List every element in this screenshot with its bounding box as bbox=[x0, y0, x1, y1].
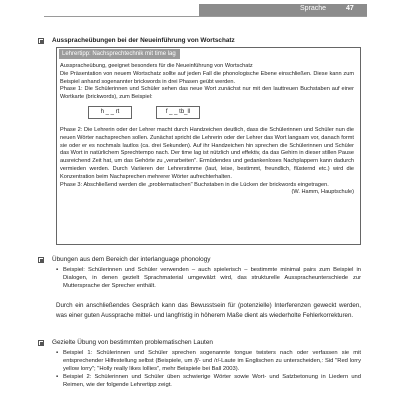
header-rule bbox=[44, 16, 367, 17]
list-item bbox=[56, 349, 361, 373]
tip-intro-text: Die Präsentation von neuem Wortschatz sollte auf jeden Fall die phonologische Ebene einschließen. Diese kann zum Beispiel anhand sogenannter brickwords in drei Phasen geübt werden. bbox=[60, 70, 354, 85]
section-3-bullet-1-text: Beispiel 1: Schülerinnen und Schüler sprechen sogenannte tongue twisters nach oder verfassen sie mit entsprechender Hilfestellung selbst (Beispiele, um /ʃ/- und /r/-Laute im Englischen zu unterscheiden,: Sid "Red lorry yellow lorry"; "Holly really likes lollies", mehr Beispiele bei Ball 2003). bbox=[63, 350, 361, 372]
bullet-icon: ▪ bbox=[56, 267, 59, 273]
list-item bbox=[56, 266, 361, 290]
section-2-bullets bbox=[56, 266, 361, 290]
teacher-tip-title: Lehrertipp: Nachsprechtechnik mit time lag bbox=[59, 49, 180, 59]
body-paragraph: Durch ein anschließendes Gespräch kann das Bewusstsein für (potenzielle) Interferenzen geweckt werden, was einer guten Aussprache mittel- und langfristig in höherem Maße dient als wiederholte Fehlerkorrekturen. bbox=[56, 302, 361, 319]
list-item bbox=[56, 373, 361, 389]
page-number: 47 bbox=[346, 5, 354, 12]
section-heading-2-text: Übungen aus dem Bereich der interlanguage phonology bbox=[52, 256, 211, 263]
section-heading-3-text: Gezielte Übung von bestimmten problematischen Lauten bbox=[52, 339, 213, 346]
page-header-bar bbox=[199, 4, 367, 16]
section-heading-1 bbox=[38, 37, 235, 44]
section-3-bullet-2-text: Beispiel 2: Schülerinnen und Schüler üben schwierige Wörter sowie Wort- und Satzbetonung in Liedern und Reimen, wie der folgende Lehrertipp zeigt. bbox=[63, 374, 361, 388]
section-3-bullets bbox=[56, 349, 361, 389]
bullet-icon: ▪ bbox=[56, 374, 59, 380]
brickword-card: f _ _ tb_ll bbox=[156, 106, 200, 119]
tip-phase-2: Phase 2: Die Lehrerin oder der Lehrer macht durch Handzeichen deutlich, dass die Schülerinnen und Schüler nun die neuen Wörter nachsprechen sollen. Zunächst spricht die Lehrerin oder der Lehrer das Wort langsam vor, danach formt sie oder er es nochmals lautlos (ca. drei Sekunden). Auf ihr Handzeichen hin sprechen die Schülerinnen und Schüler das Wort in natürlichem Sprechtempo nach. Der time lag ist nützlich und effektiv, da das Gehirn in dieser stillen Pause ausreichend Zeit hat, um das Gehörte zu „verarbeiten". Ermüdendes und gedankenloses Nachplappern kann dadurch vermieden werden. Durch Variieren der Lehrerstimme (laut, leise, bestimmt, freundlich, flüsternd etc.) wird die Konzentration beim Nachsprechen mehrerer Wörter aufrechterhalten. bbox=[60, 126, 354, 180]
section-heading-3 bbox=[38, 339, 213, 346]
bullet-icon: ▪ bbox=[56, 350, 59, 356]
section-square-icon bbox=[38, 37, 46, 44]
teacher-tip-body bbox=[60, 63, 354, 197]
tip-signature: (W. Hamm, Hauptschule) bbox=[291, 189, 354, 196]
tip-intro-heading: Ausspracheübung, geeignet besonders für die Neueinführung von Wortschatz bbox=[60, 63, 253, 69]
header-title: Sprache bbox=[300, 5, 327, 12]
tip-phase-1: Phase 1: Die Schülerinnen und Schüler sehen das neue Wort zunächst nur mit den lauttreuen Buchstaben auf einer Wortkarte (brickwords), zum Beispiel: bbox=[60, 86, 354, 101]
section-square-icon bbox=[38, 339, 46, 346]
section-2-bullet-text: Beispiel: Schülerinnen und Schüler verwenden – auch spielerisch – bestimmte minimal pairs zum Beispiel in Dialogen, in denen gezielt Sprachmaterial umgewälzt wird, das strukturelle Ausspracheunterschiede zur Muttersprache der Sprecher enthält. bbox=[63, 267, 361, 289]
section-heading-2 bbox=[38, 256, 210, 263]
brickword-cards bbox=[88, 106, 354, 119]
tip-phase-3: Phase 3: Abschließend werden die „problematischen" Buchstaben in die Lücken der brickwords eingetragen. bbox=[60, 181, 329, 188]
section-heading-1-text: Ausspracheübungen bei der Neueinführung von Wortschatz bbox=[52, 37, 235, 44]
section-square-icon bbox=[38, 256, 46, 263]
brickword-card: h _ _ rt bbox=[88, 106, 132, 119]
